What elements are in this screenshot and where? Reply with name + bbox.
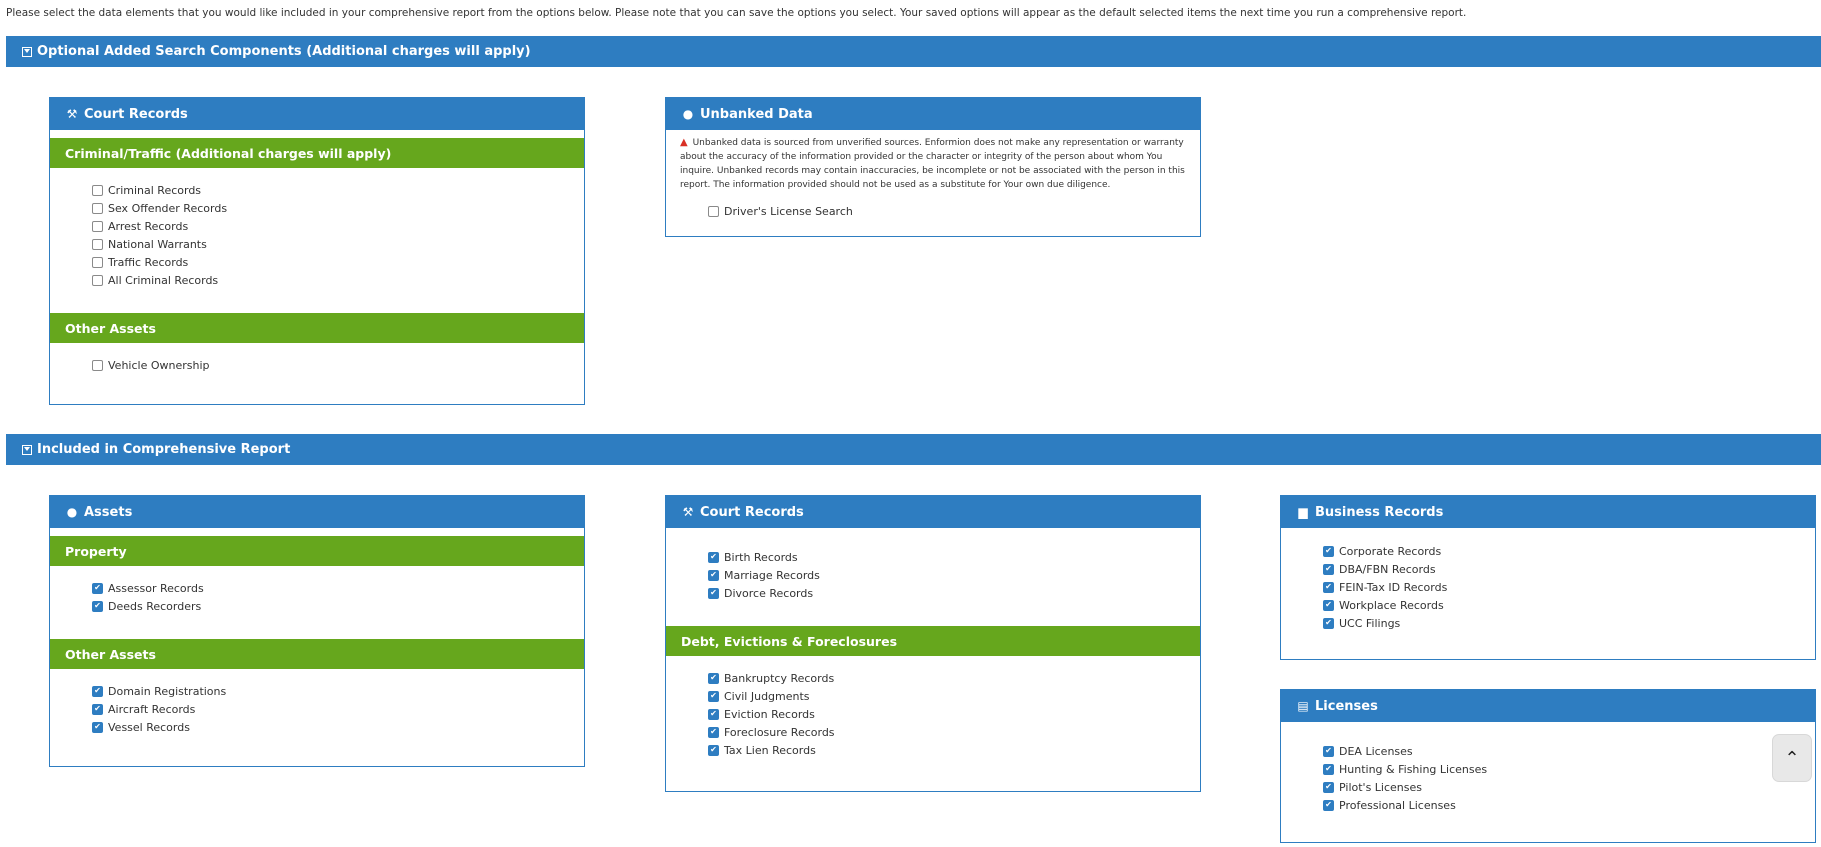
- checkbox-row[interactable]: [708, 687, 1200, 705]
- checkbox-row[interactable]: [708, 548, 1200, 566]
- checkbox-row[interactable]: [92, 253, 584, 271]
- checkbox[interactable]: [92, 360, 103, 371]
- checkbox[interactable]: [1323, 600, 1334, 611]
- checkbox-row[interactable]: [92, 579, 584, 597]
- checkbox-label[interactable]: Pilot's Licenses: [1339, 780, 1422, 794]
- checkbox-label[interactable]: Civil Judgments: [724, 689, 810, 703]
- checkbox[interactable]: [708, 588, 719, 599]
- collapse-icon[interactable]: [22, 445, 32, 455]
- collapse-icon[interactable]: [22, 47, 32, 57]
- checkbox-label[interactable]: Vessel Records: [108, 720, 190, 734]
- checkbox[interactable]: [92, 239, 103, 250]
- checkbox-row[interactable]: [708, 723, 1200, 741]
- panel-header: [1281, 690, 1815, 722]
- chevron-up-icon: ⌃: [1784, 747, 1800, 769]
- scroll-to-top-button[interactable]: [1772, 734, 1812, 782]
- panel-assets: [49, 495, 585, 767]
- checkbox[interactable]: [708, 691, 719, 702]
- checkbox-label[interactable]: Bankruptcy Records: [724, 671, 835, 685]
- checkbox-label[interactable]: Professional Licenses: [1339, 798, 1456, 812]
- checkbox-row[interactable]: [92, 235, 584, 253]
- checkbox-label[interactable]: Eviction Records: [724, 707, 815, 721]
- checkbox-row[interactable]: [92, 217, 584, 235]
- checkbox-row[interactable]: [1323, 596, 1815, 614]
- panel-title: Assets: [84, 504, 133, 520]
- checkbox[interactable]: [92, 221, 103, 232]
- checkbox-row[interactable]: [92, 181, 584, 199]
- checkbox-row[interactable]: [708, 741, 1200, 759]
- checkbox[interactable]: [708, 552, 719, 563]
- group-header: Debt, Evictions & Foreclosures: [666, 626, 1200, 656]
- checkbox[interactable]: [1323, 800, 1334, 811]
- checkbox-label[interactable]: UCC Filings: [1339, 616, 1401, 630]
- checkbox-label[interactable]: Arrest Records: [108, 219, 189, 233]
- checkbox-row[interactable]: [708, 705, 1200, 723]
- section-title: Included in Comprehensive Report: [37, 442, 291, 457]
- checkbox-label[interactable]: Divorce Records: [724, 586, 814, 600]
- briefcase-icon: ▆: [1298, 505, 1308, 519]
- checkbox[interactable]: [1323, 582, 1334, 593]
- checkbox[interactable]: [708, 727, 719, 738]
- checkbox-row[interactable]: [708, 202, 1200, 220]
- checkbox[interactable]: [92, 185, 103, 196]
- checkbox-row[interactable]: [92, 271, 584, 289]
- checkbox-label[interactable]: Assessor Records: [108, 581, 204, 595]
- checkbox-label[interactable]: Driver's License Search: [724, 204, 853, 218]
- checkbox-list: [666, 656, 1200, 759]
- checkbox[interactable]: [92, 203, 103, 214]
- panel-header: [50, 496, 584, 528]
- checkbox[interactable]: [708, 709, 719, 720]
- checkbox-label[interactable]: All Criminal Records: [108, 273, 219, 287]
- checkbox-row[interactable]: [708, 566, 1200, 584]
- group-header: Property: [50, 536, 584, 566]
- checkbox-label[interactable]: National Warrants: [108, 237, 207, 251]
- checkbox[interactable]: [92, 722, 103, 733]
- checkbox-list: [50, 566, 584, 615]
- warning-text: Unbanked data is sourced from unverified sources. Enformion does not make any representation or warranty about the accuracy of the information provided or the character or integrity of the person about whom You inquire. Unbanked records may contain inaccuracies, be incomplete or not be associated with the person in this report. The information provided should not be used as a substitute for Your own due diligence.: [680, 138, 1185, 190]
- section-title: Optional Added Search Components (Additional charges will apply): [37, 44, 531, 59]
- checkbox-list: [50, 168, 584, 289]
- checkbox[interactable]: [1323, 764, 1334, 775]
- checkbox[interactable]: [92, 704, 103, 715]
- checkbox-label[interactable]: Workplace Records: [1339, 598, 1444, 612]
- checkbox-label[interactable]: DBA/FBN Records: [1339, 562, 1436, 576]
- checkbox[interactable]: [708, 745, 719, 756]
- gavel-icon: ⚒: [66, 107, 78, 121]
- checkbox-label[interactable]: Deeds Recorders: [108, 599, 202, 613]
- panel-header: [50, 98, 584, 130]
- checkbox[interactable]: [92, 601, 103, 612]
- checkbox[interactable]: [92, 275, 103, 286]
- panel-header: [666, 98, 1200, 130]
- section-included-header[interactable]: [6, 434, 1821, 465]
- checkbox-label[interactable]: Criminal Records: [108, 183, 202, 197]
- checkbox-label[interactable]: Sex Offender Records: [108, 201, 228, 215]
- panel-title: Unbanked Data: [700, 106, 813, 122]
- group-header: Other Assets: [50, 313, 584, 343]
- checkbox-label[interactable]: Hunting & Fishing Licenses: [1339, 762, 1488, 776]
- checkbox-row[interactable]: [92, 199, 584, 217]
- id-card-icon: ▤: [1297, 699, 1309, 713]
- checkbox-row[interactable]: [1323, 560, 1815, 578]
- checkbox[interactable]: [92, 686, 103, 697]
- checkbox[interactable]: [1323, 618, 1334, 629]
- gavel-icon: ⚒: [682, 505, 694, 519]
- checkbox-row[interactable]: [92, 700, 584, 718]
- checkbox-list: [1281, 528, 1815, 632]
- checkbox[interactable]: [1323, 564, 1334, 575]
- checkbox-list: [50, 343, 584, 374]
- checkbox-label[interactable]: Traffic Records: [108, 255, 189, 269]
- checkbox-label[interactable]: Aircraft Records: [108, 702, 196, 716]
- group-header: Criminal/Traffic (Additional charges will apply): [50, 138, 584, 168]
- panel-unbanked-data: [665, 97, 1201, 237]
- panel-licenses: [1280, 689, 1816, 843]
- checkbox-label[interactable]: Corporate Records: [1339, 544, 1442, 558]
- panel-included-court-records: [665, 495, 1201, 792]
- checkbox-label[interactable]: Tax Lien Records: [724, 743, 816, 757]
- checkbox-list: [50, 669, 584, 736]
- checkbox-label[interactable]: DEA Licenses: [1339, 744, 1413, 758]
- checkbox[interactable]: [1323, 782, 1334, 793]
- warning-triangle-icon: ▲: [680, 137, 688, 148]
- checkbox-row[interactable]: [708, 584, 1200, 602]
- checkbox-label[interactable]: FEIN-Tax ID Records: [1339, 580, 1448, 594]
- checkbox-row[interactable]: [1323, 778, 1815, 796]
- panel-optional-court-records: [49, 97, 585, 405]
- checkbox[interactable]: [708, 206, 719, 217]
- panel-header: [1281, 496, 1815, 528]
- checkbox-row[interactable]: [1323, 578, 1815, 596]
- checkbox[interactable]: [92, 257, 103, 268]
- checkbox-row[interactable]: [92, 597, 584, 615]
- checkbox-row[interactable]: [1323, 742, 1815, 760]
- checkbox-label[interactable]: Foreclosure Records: [724, 725, 835, 739]
- checkbox-label[interactable]: Birth Records: [724, 550, 798, 564]
- unbanked-warning: [666, 130, 1200, 192]
- panel-title: Business Records: [1315, 504, 1444, 520]
- checkbox-label[interactable]: Domain Registrations: [108, 684, 227, 698]
- checkbox[interactable]: [92, 583, 103, 594]
- panel-title: Court Records: [700, 504, 804, 520]
- checkbox[interactable]: [708, 570, 719, 581]
- checkbox-row[interactable]: [92, 682, 584, 700]
- checkbox-row[interactable]: [1323, 542, 1815, 560]
- checkbox-list: [666, 528, 1200, 602]
- section-optional-header[interactable]: [6, 36, 1821, 67]
- checkbox-row[interactable]: [708, 669, 1200, 687]
- checkbox-row[interactable]: [92, 356, 584, 374]
- checkbox-list: [1281, 722, 1815, 814]
- checkbox-label[interactable]: Vehicle Ownership: [108, 358, 210, 372]
- checkbox-row[interactable]: [1323, 614, 1815, 632]
- checkbox-row[interactable]: [92, 718, 584, 736]
- panel-business-records: [1280, 495, 1816, 660]
- user-circle-icon: ●: [66, 505, 78, 519]
- intro-text: Please select the data elements that you would like included in your comprehensive report from the options below. Please note that you can save the options you select. Your saved options will appear as the default selected items the next time you run a comprehensive report.: [6, 7, 1467, 19]
- panel-title: Court Records: [84, 106, 188, 122]
- user-circle-icon: ●: [682, 107, 694, 121]
- checkbox[interactable]: [1323, 546, 1334, 557]
- group-header: Other Assets: [50, 639, 584, 669]
- checkbox[interactable]: [708, 673, 719, 684]
- checkbox-row[interactable]: [1323, 796, 1815, 814]
- checkbox[interactable]: [1323, 746, 1334, 757]
- checkbox-label[interactable]: Marriage Records: [724, 568, 820, 582]
- panel-header: [666, 496, 1200, 528]
- checkbox-row[interactable]: [1323, 760, 1815, 778]
- checkbox-list: [666, 192, 1200, 220]
- panel-title: Licenses: [1315, 698, 1378, 714]
